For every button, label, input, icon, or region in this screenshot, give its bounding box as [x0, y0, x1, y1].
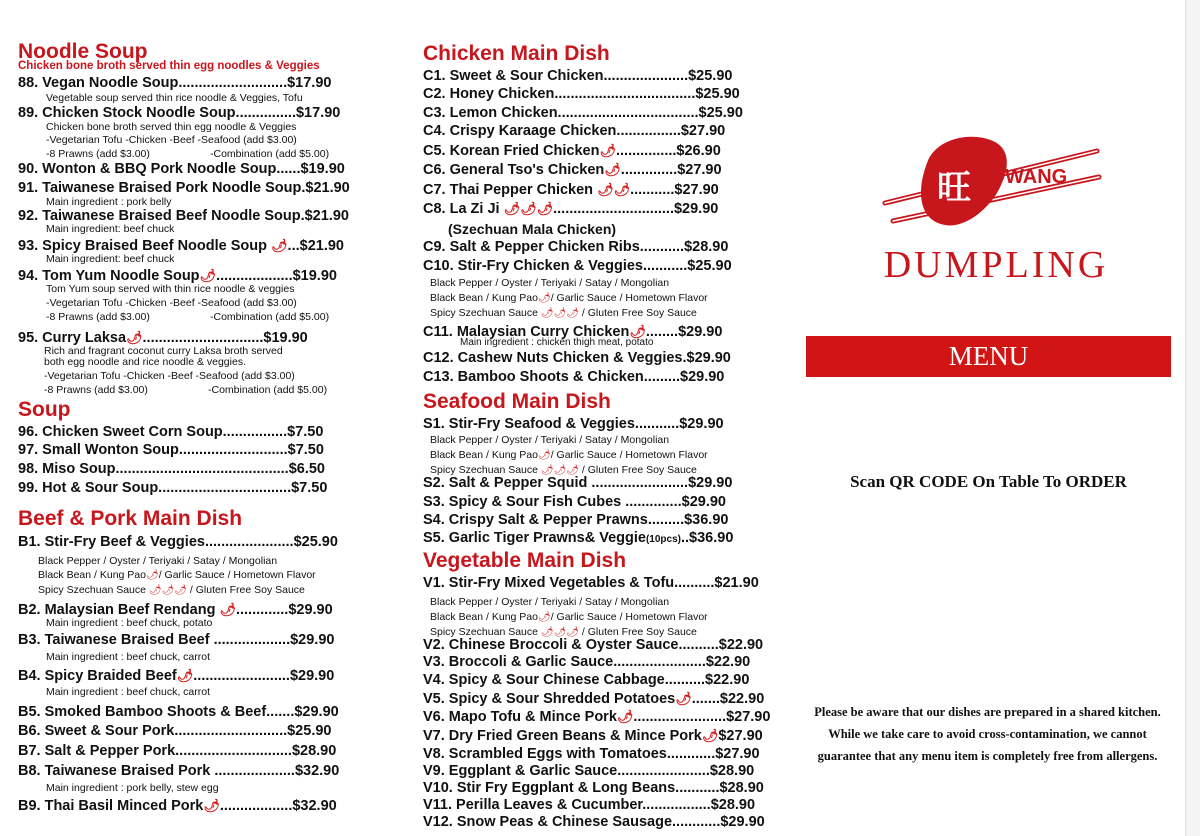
- item-name: C8. La Zi Ji: [423, 201, 500, 217]
- menu-item-v7: [423, 727, 763, 745]
- wang-logo-icon: [875, 125, 1105, 235]
- brand-name: DUMPLING: [883, 244, 1109, 286]
- item-name: C7. Thai Pepper Chicken: [423, 182, 594, 198]
- menu-item-v9: V9. Eggplant & Garlic Sauce.......................$28.90: [423, 763, 755, 779]
- item-price: ..............................$29.90: [553, 201, 719, 217]
- brand-logo: [875, 125, 1105, 240]
- item-options: Black Pepper / Oyster / Teriyaki / Satay / Mongolian: [430, 277, 670, 289]
- item-options: -Combination (add $5.00): [210, 311, 330, 323]
- item-options: -Vegetarian Tofu -Chicken -Beef -Seafood (add $3.00): [46, 134, 297, 146]
- chili-pepper-icon: 🌶🌶🌶: [540, 627, 579, 638]
- menu-item-91: 91. Taiwanese Braised Pork Noodle Soup.$21.90: [18, 180, 350, 196]
- option-text: Spicy Szechuan Sauce: [430, 626, 538, 638]
- item-options: [38, 569, 316, 582]
- item-options: Black Pepper / Oyster / Teriyaki / Satay / Mongolian: [430, 596, 670, 608]
- item-name: 94. Tom Yum Noodle Soup: [18, 268, 200, 284]
- item-subtitle: (Szechuan Mala Chicken): [448, 221, 617, 237]
- chili-pepper-icon: 🌶: [176, 668, 194, 683]
- menu-item-c8: [423, 200, 718, 218]
- section-heading-vegetable: Vegetable Main Dish: [423, 549, 627, 572]
- item-price: ........................$29.90: [193, 668, 335, 684]
- item-name: V6. Mapo Tofu & Mince Pork: [423, 709, 617, 725]
- chili-pepper-icon: 🌶🌶🌶: [503, 201, 554, 216]
- item-price: .......$22.90: [691, 691, 765, 707]
- item-name: B9. Thai Basil Minced Pork: [18, 798, 204, 814]
- menu-item-s2: S2. Salt & Pepper Squid ........................$29.90: [423, 475, 733, 491]
- item-options: -Combination (add $5.00): [208, 384, 328, 396]
- item-description: Main ingredient : chicken thigh meat, potato: [460, 337, 654, 348]
- section-tagline: Chicken bone broth served thin egg noodles & Veggies: [18, 60, 320, 72]
- item-options: -Combination (add $5.00): [210, 148, 330, 160]
- item-description: Main ingredient : beef chuck, carrot: [46, 686, 211, 698]
- menu-item-s3: S3. Spicy & Sour Fish Cubes ..............$29.90: [423, 494, 726, 510]
- option-text: / Gluten Free Soy Sauce: [189, 584, 305, 596]
- item-name: C6. General Tso's Chicken: [423, 162, 605, 178]
- item-options: -Vegetarian Tofu -Chicken -Beef -Seafood (add $3.00): [44, 370, 295, 382]
- menu-item-c6: [423, 161, 722, 179]
- menu-item-97: 97. Small Wonton Soup...........................$7.50: [18, 442, 324, 458]
- item-name: 95. Curry Laksa: [18, 330, 127, 346]
- option-text: Black Bean / Kung Pao: [38, 569, 146, 581]
- item-price: ...........$27.90: [630, 182, 719, 198]
- item-options: -8 Prawns (add $3.00): [46, 148, 150, 160]
- menu-item-v1: V1. Stir-Fry Mixed Vegetables & Tofu..........$21.90: [423, 575, 759, 591]
- logo-chinese-text: 旺: [937, 168, 971, 208]
- item-options: -8 Prawns (add $3.00): [46, 311, 150, 323]
- item-name: V4. Spicy & Sour Chinese Cabbage: [423, 672, 665, 688]
- menu-item-c3: C3. Lemon Chicken...................................$25.90: [423, 105, 743, 121]
- allergen-notice: Please be aware that our dishes are prepared in a shared kitchen. While we take care to avoid cross-contamination, we cannot guarantee that any menu item is completely free from allergens.: [814, 705, 1161, 763]
- item-price: ..................$32.90: [219, 798, 337, 814]
- item-name: B4. Spicy Braided Beef: [18, 668, 177, 684]
- menu-item-90: 90. Wonton & BBQ Pork Noodle Soup......$19.90: [18, 161, 345, 177]
- menu-item-b1: B1. Stir-Fry Beef & Veggies......................$25.90: [18, 534, 338, 550]
- menu-item-b9: [18, 797, 337, 815]
- menu-item-99: 99. Hot & Sour Soup.................................$7.50: [18, 480, 328, 496]
- menu-item-b6: B6. Sweet & Sour Pork............................$25.90: [18, 723, 332, 739]
- item-options: [430, 292, 708, 305]
- chili-pepper-icon: 🌶: [599, 143, 616, 158]
- section-heading-seafood: Seafood Main Dish: [423, 390, 611, 413]
- menu-item-b8: B8. Taiwanese Braised Pork ....................$32.90: [18, 763, 340, 779]
- item-name: V7. Dry Fried Green Beans & Mince Pork: [423, 728, 702, 744]
- menu-item-b5: B5. Smoked Bamboo Shoots & Beef.......$29.90: [18, 704, 339, 720]
- menu-item-v8: V8. Scrambled Eggs with Tomatoes............$27.90: [423, 746, 760, 762]
- item-price: ..$36.90: [680, 530, 734, 546]
- menu-item-92: 92. Taiwanese Braised Beef Noodle Soup.$21.90: [18, 208, 349, 224]
- section-heading-chicken: Chicken Main Dish: [423, 42, 610, 65]
- option-text: / Garlic Sauce / Hometown Flavor: [550, 611, 708, 623]
- item-name: S5. Garlic Tiger Prawns& Veggie: [423, 530, 646, 546]
- item-price: ...............$26.90: [615, 143, 721, 159]
- item-name: C11. Malaysian Curry Chicken: [423, 324, 630, 340]
- section-heading-soup: Soup: [18, 398, 71, 421]
- menu-item-89: 89. Chicken Stock Noodle Soup...............$17.90: [18, 105, 341, 121]
- option-text: Spicy Szechuan Sauce: [430, 307, 538, 319]
- chili-pepper-icon: 🌶: [538, 612, 551, 623]
- option-text: Black Bean / Kung Pao: [430, 611, 538, 623]
- item-price: ...................$19.90: [216, 268, 337, 284]
- menu-item-b7: B7. Salt & Pepper Pork.............................$28.90: [18, 743, 337, 759]
- menu-item-v2: V2. Chinese Broccoli & Oyster Sauce..........$22.90: [423, 637, 764, 653]
- menu-item-v10: V10. Stir Fry Eggplant & Long Beans...........$28.90: [423, 780, 764, 796]
- item-name: B2. Malaysian Beef Rendang: [18, 602, 216, 618]
- item-name: 93. Spicy Braised Beef Noodle Soup: [18, 238, 267, 254]
- page-edge: [1185, 0, 1200, 836]
- menu-item-b4: [18, 667, 334, 685]
- menu-item-c4: C4. Crispy Karaage Chicken................$27.90: [423, 123, 726, 139]
- item-options: [430, 307, 697, 320]
- item-price: ........$29.90: [645, 324, 723, 340]
- option-text: Black Bean / Kung Pao: [430, 449, 538, 461]
- chili-pepper-icon: 🌶: [604, 162, 621, 177]
- chili-pepper-icon: 🌶: [701, 728, 719, 743]
- item-options: Black Pepper / Oyster / Teriyaki / Satay / Mongolian: [430, 434, 670, 446]
- menu-item-c5: [423, 142, 721, 160]
- scan-instruction: Scan QR CODE On Table To ORDER: [850, 472, 1127, 491]
- item-options: -8 Prawns (add $3.00): [44, 384, 148, 396]
- option-text: Spicy Szechuan Sauce: [38, 584, 146, 596]
- item-price: .......................$27.90: [633, 709, 771, 725]
- menu-item-c2: C2. Honey Chicken...................................$25.90: [423, 86, 740, 102]
- chili-pepper-icon: 🌶🌶🌶: [540, 308, 579, 319]
- item-price: ...$21.90: [287, 238, 344, 254]
- option-text: / Garlic Sauce / Hometown Flavor: [550, 292, 708, 304]
- chili-pepper-icon: 🌶: [199, 268, 217, 283]
- item-price: .............$29.90: [235, 602, 333, 618]
- menu-item-s4: S4. Crispy Salt & Pepper Prawns.........$36.90: [423, 512, 729, 528]
- menu-item-c13: C13. Bamboo Shoots & Chicken.........$29.90: [423, 369, 725, 385]
- item-description: Main ingredient: beef chuck: [46, 253, 175, 265]
- item-options: [430, 449, 708, 462]
- menu-item-b3: B3. Taiwanese Braised Beef ...................$29.90: [18, 632, 335, 648]
- item-description: Main ingredient : beef chuck, carrot: [46, 651, 211, 663]
- item-name: V5. Spicy & Sour Shredded Potatoes: [423, 691, 676, 707]
- chili-pepper-icon: 🌶: [271, 238, 288, 253]
- chili-pepper-icon: 🌶🌶🌶: [148, 585, 187, 596]
- item-description: Main ingredient : beef chuck, potato: [46, 617, 213, 629]
- menu-item-c1: C1. Sweet & Sour Chicken.....................$25.90: [423, 68, 733, 84]
- option-text: Black Bean / Kung Pao: [430, 292, 538, 304]
- item-description: both egg noodle and rice noodle & veggies.: [44, 356, 246, 368]
- item-price: ..............................$19.90: [142, 330, 308, 346]
- option-text: / Gluten Free Soy Sauce: [581, 464, 697, 476]
- menu-item-v11: V11. Perilla Leaves & Cucumber.................$28.90: [423, 797, 756, 813]
- section-heading-noodle-soup: Noodle Soup: [18, 40, 148, 63]
- menu-item-v12: V12. Snow Peas & Chinese Sausage............$29.90: [423, 814, 765, 830]
- chili-pepper-icon: 🌶: [146, 570, 159, 581]
- option-text: / Garlic Sauce / Hometown Flavor: [550, 449, 708, 461]
- option-text: / Garlic Sauce / Hometown Flavor: [158, 569, 316, 581]
- item-options: [38, 584, 305, 597]
- chili-pepper-icon: 🌶: [538, 293, 551, 304]
- menu-item-98: 98. Miso Soup...........................................$6.50: [18, 461, 325, 477]
- item-options: Black Pepper / Oyster / Teriyaki / Satay / Mongolian: [38, 555, 278, 567]
- item-options: [430, 611, 708, 624]
- menu-item-c9: C9. Salt & Pepper Chicken Ribs...........$28.90: [423, 239, 729, 255]
- item-price: $27.90: [718, 728, 763, 744]
- menu-item-96: 96. Chicken Sweet Corn Soup................$7.50: [18, 424, 324, 440]
- logo-english-text: WANG: [1005, 166, 1068, 188]
- chili-pepper-icon: 🌶: [126, 330, 143, 345]
- chili-pepper-icon: 🌶: [203, 798, 220, 813]
- item-description: Main ingredient : pork belly: [46, 196, 172, 208]
- option-text: / Gluten Free Soy Sauce: [581, 307, 697, 319]
- menu-item-c10: C10. Stir-Fry Chicken & Veggies...........$25.90: [423, 258, 732, 274]
- chili-pepper-icon: 🌶: [219, 602, 236, 617]
- menu-item-v4: [423, 672, 749, 689]
- item-price: ..............$27.90: [620, 162, 722, 178]
- chili-pepper-icon: 🌶: [538, 450, 551, 461]
- section-heading-beef-pork: Beef & Pork Main Dish: [18, 507, 243, 530]
- item-price: ..........$22.90: [664, 672, 750, 688]
- menu-item-s5: [423, 530, 733, 548]
- menu-item-v5: [423, 690, 764, 708]
- menu-item-v6: [423, 708, 770, 726]
- chili-pepper-icon: 🌶🌶: [597, 182, 631, 197]
- item-options: -Vegetarian Tofu -Chicken -Beef -Seafood (add $3.00): [46, 297, 297, 309]
- option-text: / Gluten Free Soy Sauce: [581, 626, 697, 638]
- item-description: Main ingredient : pork belly, stew egg: [46, 782, 219, 794]
- chili-pepper-icon: 🌶: [675, 691, 692, 706]
- item-description: Main ingredient: beef chuck: [46, 223, 175, 235]
- menu-item-c12: C12. Cashew Nuts Chicken & Veggies.$29.90: [423, 350, 731, 366]
- menu-item-c7: [423, 181, 719, 199]
- chili-pepper-icon: 🌶🌶🌶: [540, 465, 579, 476]
- menu-item-v3: V3. Broccoli & Garlic Sauce.......................$22.90: [423, 654, 751, 670]
- menu-banner: MENU: [806, 336, 1171, 377]
- item-name: C5. Korean Fried Chicken: [423, 143, 600, 159]
- option-text: Spicy Szechuan Sauce: [430, 464, 538, 476]
- menu-item-88: 88. Vegan Noodle Soup...........................$17.90: [18, 75, 332, 91]
- menu-item-s1: S1. Stir-Fry Seafood & Veggies...........$29.90: [423, 416, 724, 432]
- item-qty: (10pcs): [645, 534, 681, 545]
- item-description: Chicken bone broth served thin egg noodle & Veggies: [46, 121, 297, 133]
- item-description: Vegetable soup served thin rice noodle & Veggies, Tofu: [46, 92, 303, 104]
- chili-pepper-icon: 🌶: [629, 324, 646, 339]
- item-description: Rich and fragrant coconut curry Laksa broth served: [44, 345, 283, 357]
- chili-pepper-icon: 🌶: [616, 709, 634, 724]
- item-description: Tom Yum soup served with thin rice noodle & veggies: [46, 283, 295, 295]
